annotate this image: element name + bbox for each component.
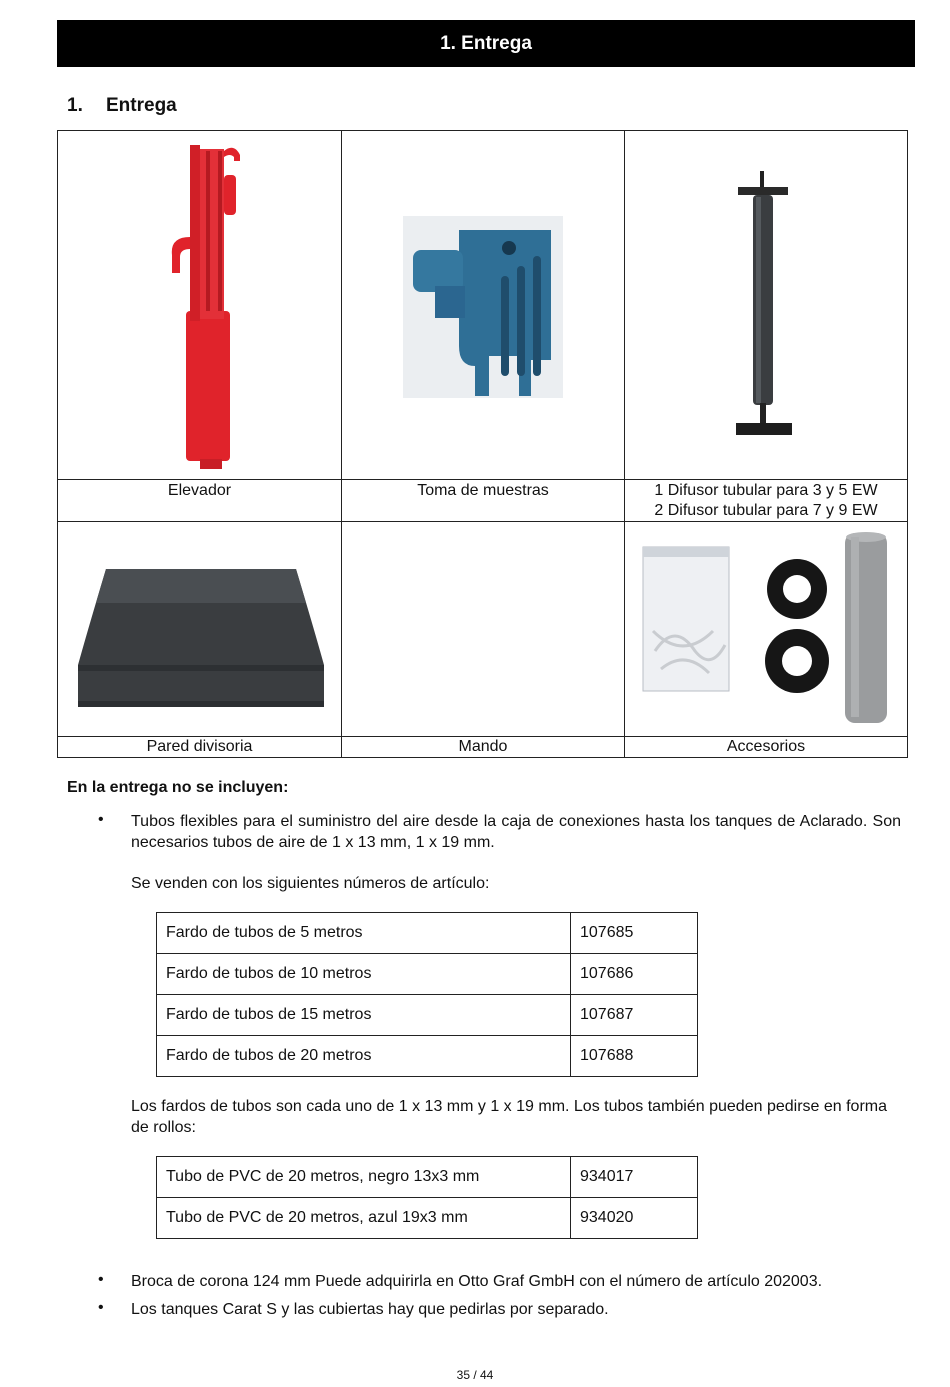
accessories-image (641, 531, 906, 731)
sampler-caption: Toma de muestras (417, 482, 549, 499)
table-row (157, 913, 698, 954)
section-heading (67, 95, 177, 117)
bundle-article-number: 107687 (571, 995, 698, 1036)
delivery-contents-grid (57, 130, 908, 758)
partition-wall-image (76, 561, 326, 721)
bundle-article-number: 107685 (571, 913, 698, 954)
roll-name: Tubo de PVC de 20 metros, azul 19x3 mm (157, 1198, 571, 1239)
bullet-marker: • (98, 1271, 104, 1288)
bundle-name: Fardo de tubos de 20 metros (157, 1036, 571, 1077)
table-row (157, 1036, 698, 1077)
grid-divider (58, 479, 907, 480)
grid-divider (58, 521, 907, 522)
not-included-heading: En la entrega no se incluyen: (67, 779, 289, 796)
section-number: 1. (67, 95, 83, 116)
page-number: 35 / 44 (456, 1368, 494, 1382)
bullet-core-drill: Broca de corona 124 mm Puede adquirirla en Otto Graf GmbH con el número de artículo 202003. (131, 1273, 823, 1290)
bullet-tanks-covers: Los tanques Carat S y las cubiertas hay que pedirlas por separado. (131, 1301, 609, 1318)
diffuser-caption-line: 2 Difusor tubular para 7 y 9 EW (654, 502, 878, 519)
grid-divider (624, 131, 625, 757)
bundle-article-number: 107688 (571, 1036, 698, 1077)
chapter-header-bar (57, 20, 915, 67)
roll-name: Tubo de PVC de 20 metros, negro 13x3 mm (157, 1157, 571, 1198)
sampler-image (403, 216, 563, 398)
roll-article-number: 934020 (571, 1198, 698, 1239)
section-title: Entrega (106, 95, 177, 116)
elevator-caption: Elevador (167, 482, 232, 499)
bullet-air-hoses: Tubos flexibles para el suministro del aire desde la caja de conexiones hasta los tanques de Aclarado. Son necesarios tubos de aire de 1 x 13 mm, 1 x 19 mm. (131, 813, 901, 851)
partition-wall-caption: Pared divisoria (146, 738, 253, 755)
accessories-caption: Accesorios (726, 738, 806, 755)
bundle-name: Fardo de tubos de 5 metros (157, 913, 571, 954)
table-row (157, 1157, 698, 1198)
diffuser-caption-line: 1 Difusor tubular para 3 y 5 EW (654, 482, 878, 499)
elevator-image (148, 141, 248, 476)
bundle-name: Fardo de tubos de 10 metros (157, 954, 571, 995)
table-row (157, 1198, 698, 1239)
chapter-header-title: 1. Entrega (440, 32, 532, 54)
control-unit-caption: Mando (458, 738, 508, 755)
article-numbers-intro: Se venden con los siguientes números de artículo: (131, 875, 490, 892)
rolls-intro: Los fardos de tubos son cada uno de 1 x 13 mm y 1 x 19 mm. Los tubos también pueden pedirse en forma de rollos: (131, 1098, 887, 1136)
roll-article-number: 934017 (571, 1157, 698, 1198)
diffuser-image (728, 171, 798, 441)
bundle-name: Fardo de tubos de 15 metros (157, 995, 571, 1036)
bullet-marker: • (98, 1299, 104, 1316)
bundle-article-number: 107686 (571, 954, 698, 995)
grid-divider (341, 131, 342, 757)
table-row (157, 995, 698, 1036)
roll-articles-table (156, 1156, 698, 1239)
bundle-articles-table (156, 912, 698, 1077)
diffuser-caption (625, 481, 907, 521)
bullet-marker: • (98, 811, 104, 828)
table-row (157, 954, 698, 995)
